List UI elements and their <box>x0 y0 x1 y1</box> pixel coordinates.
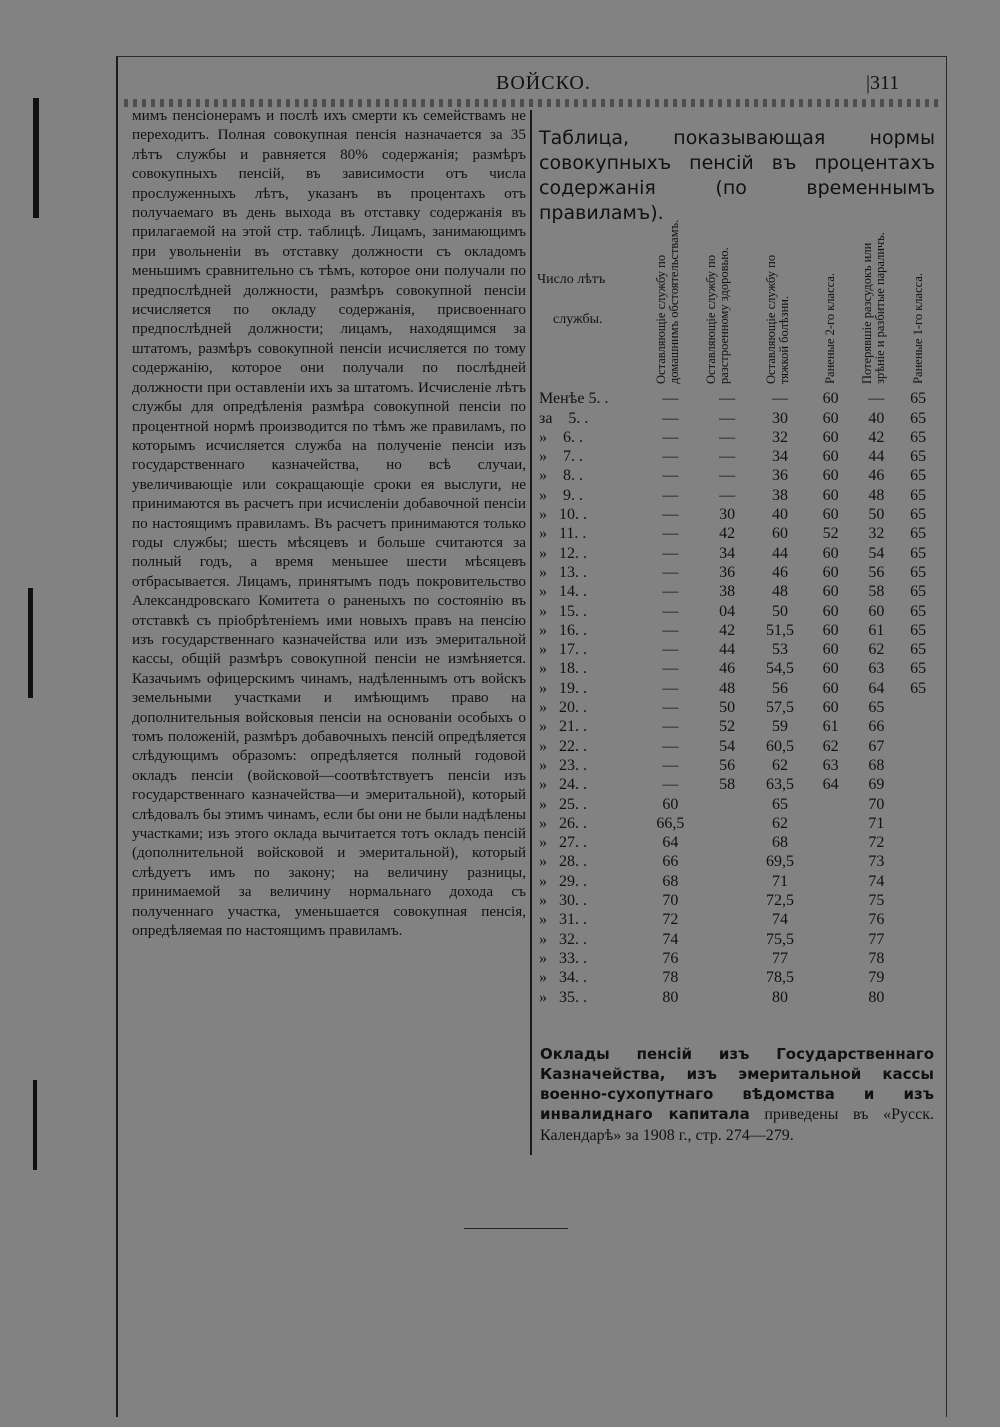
row-label: » 24. . <box>539 776 587 794</box>
table-cell: 61 <box>868 621 885 639</box>
table-cell <box>899 891 937 910</box>
table-cell: 65 <box>910 660 927 678</box>
table-cell <box>899 930 937 949</box>
row-label: » 16. . <box>539 621 587 639</box>
table-cell: 60 <box>822 583 839 601</box>
table-cell: 46 <box>771 563 788 581</box>
table-cell: 56 <box>868 563 885 581</box>
table-cell: — <box>662 467 679 485</box>
table-cell <box>808 968 854 987</box>
table-cell: 65 <box>910 428 927 446</box>
table-cell: 78 <box>868 949 885 967</box>
table-cell <box>808 988 854 1007</box>
table-cell: 42 <box>868 428 885 446</box>
table-cell: 62 <box>868 641 885 659</box>
table-cell: 72 <box>662 911 679 929</box>
table-cell <box>808 852 854 871</box>
table-row <box>537 698 937 717</box>
table-cell: 56 <box>719 756 736 774</box>
body-text-column <box>132 106 526 940</box>
table-cell: 60 <box>822 448 839 466</box>
row-label: » 12. . <box>539 544 587 562</box>
table-cell: 64 <box>868 679 885 697</box>
table-cell: 70 <box>662 892 679 910</box>
table-cell: — <box>662 390 679 408</box>
table-cell <box>808 872 854 891</box>
table-cell: 75,5 <box>765 930 794 948</box>
row-label: » 27. . <box>539 834 587 852</box>
table-cell <box>702 795 752 814</box>
column-header: Оставляющіе службу по домашнимъ обстоятельствамъ. <box>654 219 682 384</box>
table-cell: 69 <box>868 776 885 794</box>
column-header: Оставляющіе службу по разстроенному здоровью. <box>704 247 732 384</box>
table-cell <box>702 814 752 833</box>
column-divider <box>530 110 532 1155</box>
table-cell <box>899 872 937 891</box>
table-cell: 60 <box>822 390 839 408</box>
row-label: » 35. . <box>539 988 587 1006</box>
table-cell: — <box>662 737 679 755</box>
table-cell: — <box>662 448 679 466</box>
row-label: » 26. . <box>539 814 587 832</box>
table-cell: 58 <box>868 583 885 601</box>
table-cell: 78,5 <box>765 969 794 987</box>
table-cell: 32 <box>771 428 788 446</box>
table-cell <box>899 717 937 736</box>
table-cell: 63,5 <box>765 776 794 794</box>
table-cell <box>808 930 854 949</box>
table-cell: — <box>662 506 679 524</box>
row-label: » 28. . <box>539 853 587 871</box>
years-header-line1: Число лѣтъ <box>537 271 606 287</box>
table-row <box>537 833 937 852</box>
table-cell: 60 <box>822 660 839 678</box>
table-row <box>537 602 937 621</box>
table-cell: 30 <box>719 506 736 524</box>
table-cell: — <box>662 409 679 427</box>
margin-mark <box>33 98 39 218</box>
table-cell: 71 <box>771 872 788 890</box>
table-cell: 63 <box>868 660 885 678</box>
table-row <box>537 640 937 659</box>
table-cell: 60 <box>822 602 839 620</box>
table-cell <box>808 795 854 814</box>
table-row <box>537 447 937 466</box>
table-cell: — <box>719 390 736 408</box>
row-label: » 10. . <box>539 506 587 524</box>
table-cell <box>702 852 752 871</box>
table-cell: 04 <box>719 602 736 620</box>
table-cell: 46 <box>719 660 736 678</box>
table-cell: 71 <box>868 814 885 832</box>
table-cell <box>899 833 937 852</box>
row-label: » 23. . <box>539 756 587 774</box>
table-cell: — <box>662 679 679 697</box>
table-cell: 60 <box>822 699 839 717</box>
table-cell: 52 <box>719 718 736 736</box>
table-cell: 57,5 <box>765 699 794 717</box>
table-cell: 34 <box>771 448 788 466</box>
table-cell: 74 <box>868 872 885 890</box>
table-cell: 74 <box>771 911 788 929</box>
table-cell <box>899 737 937 756</box>
margin-mark <box>28 588 33 698</box>
table-cell <box>808 833 854 852</box>
table-cell: 78 <box>662 969 679 987</box>
table-row <box>537 891 937 910</box>
row-label: » 7. . <box>539 448 583 466</box>
table-cell: 65 <box>910 544 927 562</box>
table-cell: 65 <box>910 641 927 659</box>
table-title: Таблица, показывающая нормы совокупныхъ пенсій въ процентахъ содержанія (по временнымъ правиламъ). <box>539 127 935 224</box>
table-cell: 65 <box>910 467 927 485</box>
table-cell: 72 <box>868 834 885 852</box>
table-cell: 60 <box>822 467 839 485</box>
table-cell: 60 <box>662 795 679 813</box>
table-row <box>537 930 937 949</box>
row-label: за 5. . <box>539 409 589 427</box>
row-label: » 17. . <box>539 641 587 659</box>
table-cell <box>702 910 752 929</box>
table-cell: 60,5 <box>765 737 794 755</box>
table-cell <box>899 756 937 775</box>
table-cell: 44 <box>868 448 885 466</box>
column-header: Потерявшіе разсудокъ или зрѣніе и разбитые параличъ. <box>860 232 888 384</box>
table-cell: — <box>662 486 679 504</box>
table-cell: 54 <box>868 544 885 562</box>
table-cell <box>899 795 937 814</box>
table-cell: — <box>662 660 679 678</box>
table-cell: 77 <box>868 930 885 948</box>
table-cell: — <box>662 525 679 543</box>
table-cell: 65 <box>910 506 927 524</box>
column-header: Оставляющіе службу по тяжкой болѣзни. <box>763 254 791 384</box>
table-cell: 65 <box>910 563 927 581</box>
table-row <box>537 466 937 485</box>
table-cell <box>702 833 752 852</box>
table-cell: 51,5 <box>765 621 794 639</box>
table-cell: — <box>662 718 679 736</box>
row-label: » 31. . <box>539 911 587 929</box>
table-cell: — <box>662 699 679 717</box>
table-cell: 42 <box>719 621 736 639</box>
table-cell: 65 <box>910 602 927 620</box>
table-cell: 59 <box>771 718 788 736</box>
table-cell <box>899 852 937 871</box>
table-cell: 48 <box>868 486 885 504</box>
table-cell: 80 <box>662 988 679 1006</box>
table-cell: 61 <box>822 718 839 736</box>
table-row <box>537 621 937 640</box>
table-cell: — <box>662 621 679 639</box>
table-cell: 80 <box>868 988 885 1006</box>
table-cell: 60 <box>822 544 839 562</box>
table-cell: 54,5 <box>765 660 794 678</box>
table-cell <box>808 949 854 968</box>
table-cell: 38 <box>719 583 736 601</box>
table-cell: 56 <box>771 679 788 697</box>
row-label: » 8. . <box>539 467 583 485</box>
table-cell: 65 <box>910 679 927 697</box>
table-cell: — <box>868 390 885 408</box>
row-label: » 18. . <box>539 660 587 678</box>
table-cell: — <box>662 602 679 620</box>
table-cell <box>899 814 937 833</box>
table-cell: 65 <box>910 448 927 466</box>
table-row <box>537 910 937 929</box>
table-row <box>537 582 937 601</box>
table-cell: 66,5 <box>656 814 685 832</box>
table-cell: 70 <box>868 795 885 813</box>
table-cell: 42 <box>719 525 736 543</box>
table-row <box>537 775 937 794</box>
table-cell: 50 <box>868 506 885 524</box>
row-label: » 22. . <box>539 737 587 755</box>
row-label: » 21. . <box>539 718 587 736</box>
table-cell: 68 <box>868 756 885 774</box>
table-cell: 46 <box>868 467 885 485</box>
table-cell: 36 <box>719 563 736 581</box>
row-label: » 33. . <box>539 949 587 967</box>
years-header-line2: службы. <box>553 311 603 327</box>
table-row <box>537 795 937 814</box>
table-cell <box>702 872 752 891</box>
table-cell: 30 <box>771 409 788 427</box>
table-row <box>537 659 937 678</box>
footnote <box>540 1044 934 1146</box>
table-row <box>537 949 937 968</box>
table-row <box>537 505 937 524</box>
table-cell <box>702 891 752 910</box>
table-cell: 60 <box>771 525 788 543</box>
table-cell <box>899 698 937 717</box>
table-cell: 68 <box>662 872 679 890</box>
table-cell: 62 <box>771 814 788 832</box>
table-cell <box>808 891 854 910</box>
table-row <box>537 486 937 505</box>
table-row <box>537 679 937 698</box>
table-row <box>537 814 937 833</box>
table-cell <box>702 930 752 949</box>
table-cell: 40 <box>868 409 885 427</box>
table-cell: — <box>771 390 788 408</box>
table-cell: 68 <box>771 834 788 852</box>
end-rule <box>464 1228 568 1229</box>
section-title: ВОЙСКО. <box>496 72 591 94</box>
row-label: » 30. . <box>539 892 587 910</box>
row-label: » 29. . <box>539 872 587 890</box>
table-cell: 60 <box>822 506 839 524</box>
table-cell: — <box>662 544 679 562</box>
table-cell: 62 <box>771 756 788 774</box>
table-cell: 34 <box>719 544 736 562</box>
row-label: » 14. . <box>539 583 587 601</box>
table-cell: 64 <box>822 776 839 794</box>
table-cell: 75 <box>868 892 885 910</box>
table-cell <box>899 988 937 1007</box>
table-cell: 80 <box>771 988 788 1006</box>
table-row <box>537 544 937 563</box>
table-cell: 76 <box>868 911 885 929</box>
footnote-bold: Оклады пенсій изъ Государственнаго Казначейства, изъ эмеритальной кассы военно-сухопутнаго вѣдомства и изъ инвалиднаго капитала <box>540 1045 934 1123</box>
table-cell: 52 <box>822 525 839 543</box>
table-cell <box>702 968 752 987</box>
table-cell: 60 <box>822 409 839 427</box>
table-row <box>537 756 937 775</box>
table-cell: 50 <box>719 699 736 717</box>
table-cell <box>899 949 937 968</box>
table-cell: 64 <box>662 834 679 852</box>
table-cell: 40 <box>771 506 788 524</box>
table-cell: 54 <box>719 737 736 755</box>
table-cell: 63 <box>822 756 839 774</box>
years-header <box>537 210 639 389</box>
table-cell: 60 <box>822 621 839 639</box>
column-header: Раненые 1-го класса. <box>910 273 925 384</box>
table-cell: — <box>662 776 679 794</box>
table-row <box>537 409 937 428</box>
column-header: Раненые 2-го класса. <box>823 273 838 384</box>
table-row <box>537 852 937 871</box>
table-cell: 53 <box>771 641 788 659</box>
row-label: » 32. . <box>539 930 587 948</box>
table-cell: 66 <box>868 718 885 736</box>
table-cell <box>899 775 937 794</box>
table-row <box>537 389 937 408</box>
table-cell: 65 <box>910 583 927 601</box>
table-cell: 65 <box>771 795 788 813</box>
table-cell: 73 <box>868 853 885 871</box>
table-cell: 36 <box>771 467 788 485</box>
table-cell: 65 <box>910 525 927 543</box>
table-cell: — <box>719 448 736 466</box>
table-cell: 44 <box>719 641 736 659</box>
row-label: » 13. . <box>539 563 587 581</box>
table-row <box>537 968 937 987</box>
table-row <box>537 872 937 891</box>
table-row <box>537 717 937 736</box>
body-paragraph: мимъ пенсіонерамъ и послѣ ихъ смерти къ семействамъ не переходитъ. Полная совокупная пенсія назначается за 35 лѣтъ службы и равняется 80% содержанія; размѣръ совокупныхъ пенсій, въ зависимости отъ числа прослуженныхъ лѣтъ, указанъ въ процентахъ отъ получаемаго въ день выхода въ отставку содержанія въ прилагаемой на этой стр. таблицѣ. Лицамъ, занимающимъ при увольненіи въ отставку должности съ окладомъ меньшимъ сравнительно съ тѣмъ, которое они получали по предпослѣдней должности, размѣръ совокупной пенсіи исчисляется по окладу содержанія, присвоеннаго предпослѣдней должности; лицамъ, находящимся за штатомъ, размѣръ совокупной пенсіи исчисляется по тому содержанію, которое они получали по послѣдней должности при оставленіи ихъ за штатомъ. Исчисленіе лѣтъ службы для опредѣленія размѣра совокупной пенсіи по процентной нормѣ производится по тѣмъ же правиламъ, по которымъ исчисляется служба на полученіе пенсіи изъ государственнаго казначейства, но всѣ случаи, увеличивающіе или сокращающіе сроки ея выслуги, не принимаются въ расчетъ при исчисленіи добавочной пенсіи по настоящимъ правиламъ. Въ расчетъ принимаются только годы службы; шесть мѣсяцевъ и больше считаются за полный годъ, а время меньшее шести мѣсяцевъ отбрасывается. Лицамъ, принятымъ подъ покровительство Александровскаго Комитета о раненыхъ по состоянію въ отставкѣ съ пріобрѣтеніемъ ими новыхъ правъ на пенсію изъ государственнаго казначейства или изъ эмеритальной кассы, общій размѣръ совокупной пенсіи не измѣняется. Казачьимъ офицерскимъ чинамъ, надѣленнымъ отъ войскъ земельными участками и имѣющимъ право на дополнительныя войсковыя пенсіи на основаніи особыхъ о томъ положеній, размѣръ добавочныхъ пенсій опредѣляется слѣдующимъ образомъ: опредѣляется полный годовой окладъ пенсіи (войсковой—соотвѣтствуетъ пенсіи изъ государственнаго казначейства—и эмеритальной), который слѣдовалъ бы этимъ чинамъ, если бы они не были надѣлены участками; изъ этого оклада вычитается тотъ окладъ пенсій (дополнительной войсковой и эмеритальной), который слѣдуетъ имъ по закону; на величину разницы, принимаемой за величину нормальнаго дохода съ полученнаго участка, уменьшается совокупная пенсія, опредѣляемая по настоящимъ правиламъ. <box>132 107 526 940</box>
table-cell <box>808 814 854 833</box>
table-cell: 60 <box>822 428 839 446</box>
margin-mark <box>33 1080 37 1170</box>
table-body <box>537 389 937 1007</box>
table-cell: 32 <box>868 525 885 543</box>
table-cell: 77 <box>771 949 788 967</box>
table-cell <box>702 949 752 968</box>
table-cell: 50 <box>771 602 788 620</box>
table-cell: 60 <box>822 679 839 697</box>
table-cell <box>702 988 752 1007</box>
table-row <box>537 988 937 1007</box>
table-cell: — <box>662 428 679 446</box>
table-cell <box>899 968 937 987</box>
pension-table <box>537 210 937 1007</box>
table-row <box>537 428 937 447</box>
table-cell: 60 <box>822 563 839 581</box>
pension-table-container <box>537 210 937 1007</box>
table-cell: — <box>662 641 679 659</box>
table-cell: — <box>719 467 736 485</box>
row-label: » 34. . <box>539 969 587 987</box>
table-cell: 72,5 <box>765 892 794 910</box>
table-cell: 58 <box>719 776 736 794</box>
page-number: |311 <box>866 72 900 94</box>
row-label: » 19. . <box>539 679 587 697</box>
table-cell: 65 <box>910 409 927 427</box>
table-row <box>537 563 937 582</box>
table-header-row <box>537 210 937 389</box>
row-label: Менѣе 5. . <box>539 390 609 408</box>
table-cell: — <box>719 409 736 427</box>
table-cell: 76 <box>662 949 679 967</box>
row-label: » 25. . <box>539 795 587 813</box>
table-cell <box>808 910 854 929</box>
table-cell: 65 <box>868 699 885 717</box>
row-label: » 11. . <box>539 525 587 543</box>
table-row <box>537 524 937 543</box>
row-label: » 6. . <box>539 428 583 446</box>
table-cell: 67 <box>868 737 885 755</box>
table-cell: 48 <box>719 679 736 697</box>
table-cell: 60 <box>822 486 839 504</box>
row-label: » 15. . <box>539 602 587 620</box>
table-cell: 65 <box>910 621 927 639</box>
table-cell: 38 <box>771 486 788 504</box>
table-row <box>537 737 937 756</box>
table-cell: 74 <box>662 930 679 948</box>
table-cell: 65 <box>910 486 927 504</box>
table-cell: 60 <box>822 641 839 659</box>
row-label: » 9. . <box>539 486 583 504</box>
table-cell: 79 <box>868 969 885 987</box>
table-cell: 60 <box>868 602 885 620</box>
table-cell: 62 <box>822 737 839 755</box>
table-cell: 44 <box>771 544 788 562</box>
table-cell: 69,5 <box>765 853 794 871</box>
table-cell: — <box>719 486 736 504</box>
table-cell: 48 <box>771 583 788 601</box>
table-cell <box>899 910 937 929</box>
table-cell: — <box>662 756 679 774</box>
table-cell: — <box>719 428 736 446</box>
table-cell: 65 <box>910 390 927 408</box>
running-header <box>118 72 944 100</box>
row-label: » 20. . <box>539 699 587 717</box>
table-cell: — <box>662 563 679 581</box>
footnote-plain: приведены въ «Русск. Календарѣ» за 1908 г., стр. 274—279. <box>540 1106 934 1144</box>
table-cell: 66 <box>662 853 679 871</box>
table-cell: — <box>662 583 679 601</box>
